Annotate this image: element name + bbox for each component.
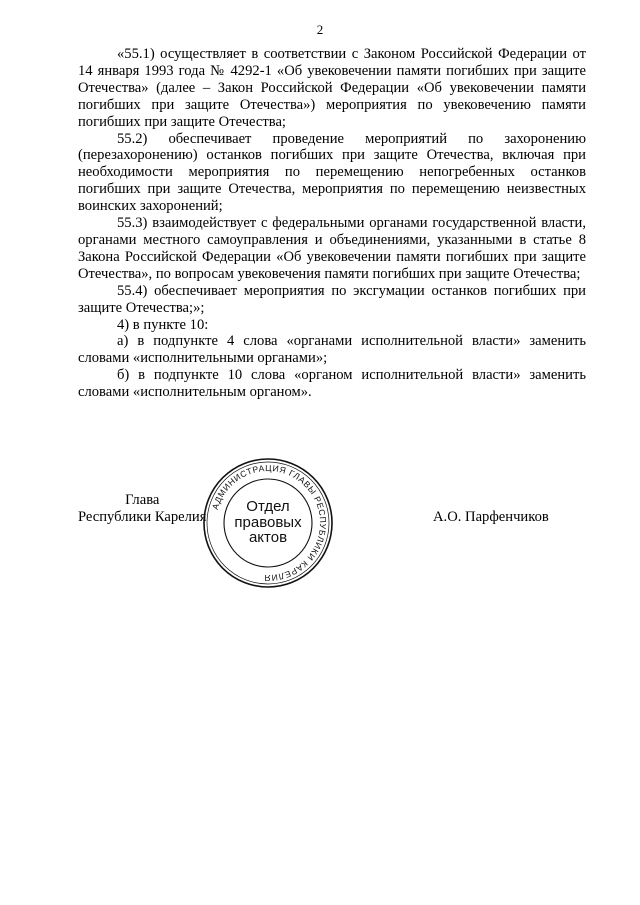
stamp-center-line1: Отдел: [246, 498, 290, 515]
stamp-center-text: [201, 499, 335, 546]
page-number: 2: [316, 22, 324, 37]
paragraph-55-2: 55.2) обеспечивает проведение мероприятий по захоронению (перезахоронению) останков погибших при защите Отечества, включая при необходимости мероприятия по перемещению непогребенных останков погибших при защите Отечества, мероприятия по перемещению неизвестных воинских захоронений;: [78, 130, 586, 215]
signatory-title-line1: Глава: [125, 492, 160, 508]
paragraph-55-1: «55.1) осуществляет в соответствии с Законом Российской Федерации от 14 января 1993 года № 4292-1 «Об увековечении памяти погибших при защите Отечества» (далее – Закон Российской Федерации «Об увековечении памяти погибших при защите Отечества») мероприятия по увековечению памяти погибших при защите Отечества;: [78, 46, 586, 130]
signatory-name: А.О. Парфенчиков: [433, 509, 549, 525]
paragraph-55-3: 55.3) взаимодействует с федеральными органами государственной власти, органами местного самоуправления и объединениями, указанными в статье 8 Закона Российской Федерации «Об увековечении памяти погибших при защите Отечества», по вопросам увековечения памяти погибших при защите Отечества;: [78, 215, 586, 282]
document-body: [78, 46, 586, 401]
stamp-ring-text: АДМИНИСТРАЦИЯ ГЛАВЫ РЕСПУБЛИКИ КАРЕЛИЯ: [209, 462, 329, 584]
signatory-title: [78, 492, 206, 526]
stamp-center-line3: актов: [248, 529, 288, 546]
paragraph-subitem-b: б) в подпункте 10 слова «органом исполнительной власти» заменить словами «исполнительным органом».: [78, 367, 586, 401]
paragraph-55-4: 55.4) обеспечивает мероприятия по эксгумации останков погибших при защите Отечества;»;: [78, 282, 586, 316]
paragraph-item-4: 4) в пункте 10:: [117, 316, 209, 333]
signatory-title-line2: Республики Карелия: [78, 509, 207, 525]
official-stamp: [201, 456, 335, 590]
paragraph-subitem-a: а) в подпункте 4 слова «органами исполнительной власти» заменить словами «исполнительными органами»;: [78, 333, 586, 367]
stamp-center-line2: правовых: [234, 513, 302, 531]
